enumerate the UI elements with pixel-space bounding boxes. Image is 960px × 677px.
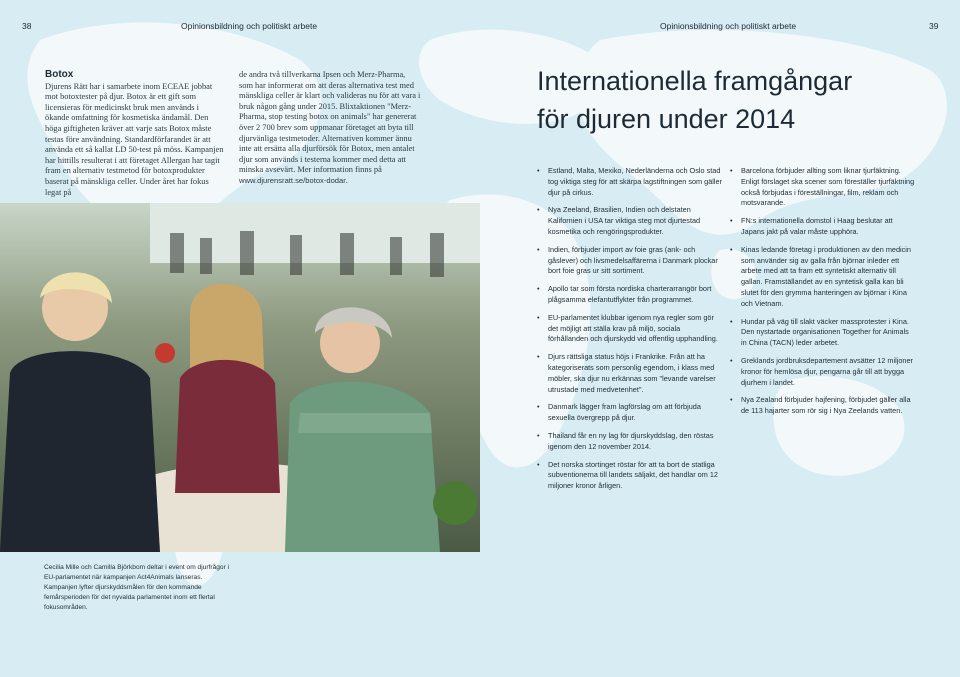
page-title-line-1: Internationella framgångar [537,66,853,96]
left-page-number: 38 [22,21,32,31]
list-item: • EU-parlamentet klubbar igenom nya regler som gör det möjligt att ställa krav på miljö, sociala förhållanden och djurskydd vid offentlig upphandling. [537,313,722,345]
botox-article-column-2 [239,70,421,187]
list-item: • Det norska stortinget röstar för att ta bort de statliga subventionerna till landets säljakt, det handlar om 12 miljoner kronor årligen. [537,460,722,492]
bullets-left-column [537,166,722,499]
botox-article-column-1 [45,70,225,198]
list-item: • Estland, Malta, Mexiko, Nederländerna och Oslo stad tog viktiga steg för att skärpa lagstiftningen som gäller djur på cirkus. [537,166,722,198]
photo-conference-icon [0,203,480,552]
page-title-line-2: för djuren under 2014 [537,104,796,134]
botox-heading: Botox [45,69,74,80]
right-running-title: Opinionsbildning och politiskt arbete [660,21,797,31]
list-item: • Danmark lägger fram lagförslag om att förbjuda sexuella övergrepp på djur. [537,402,722,424]
list-item: • FN:s internationella domstol i Haag beslutar att Japans jakt på valar måste upphöra. [730,216,915,238]
bullet-list-left [537,166,722,492]
botox-text-col2: de andra två tillverkarna Ipsen och Merz-Pharma, som har informerat om att deras alternativa test med mänskliga celler är klart och valideras nu för att vara i bruk någon gång under 2015. Blixtaktionen "Merz-Pharma, stop testing botox on animals" har genererat över 2 700 brev som uppmanar företaget att byta till djurvänliga testmetoder. Alternativen kommer ännu inte att ersätta alla djurförsök för Botox, men antalet djur som används i testerna kommer med detta att minska avsevärt. Mer information finns på [239,70,421,175]
list-item: • Apollo tar som första nordiska charterarrangör bort plågsamma elefantutflykter från programmet. [537,284,722,306]
list-item: • Hundar på väg till slakt väcker massprotester i Kina. Den nystartade organisationen Together for Animals in China (TACN) leder arbetet. [730,317,915,349]
botox-link[interactable]: www.djurensratt.se/botox-dodar [239,175,346,185]
page-title [537,62,917,138]
conference-photo [0,203,480,552]
botox-text-col1: Djurens Rätt har i samarbete inom ECEAE jobbat mot botoxtester på djur. Botox är ett gift som licensieras för medicinskt bruk men används i ökande omfattning för kosmetiska ändamål. Den höga giftigheten kräver att varje sats Botox måste testas före användning. Standardförfarandet är att använda ett så kallat LD 50-test på möss. Kampanjen har hittills resulterat i att företaget Allergan har tagit fram en alternativ testmetod för botoxprodukter baserat på mänskliga celler. Under året har fokus legat på [45,81,224,197]
list-item: • Indien, förbjuder import av foie gras (ank- och gåslever) och livsmedelsaffärerna i Danmark plockar bort foie gras ur sitt sortiment. [537,245,722,277]
photo-caption: Cecilia Mille och Camilla Björkbom deltar i event om djurfrågor i EU-parlamentet när kampanjen Act4Animals lanseras. Kampanjen lyfter djurskyddsmålen för den kommande femårsperioden för det nyvalda parlamentet inom ett flertal fokusområden. [44,564,230,611]
list-item: • Barcelona förbjuder allting som liknar tjurfäktning. Enligt förslaget ska scener som föreställer tjurfäktning också förbjudas i föreställningar, film, reklam och motsvarande. [730,166,915,209]
list-item: • Nya Zeeland, Brasilien, Indien och delstaten Kalifornien i USA tar viktiga steg mot djurtestad kosmetika och rengöringsprodukter. [537,205,722,237]
bullets-right-column [730,166,915,424]
botox-link-period: . [345,175,348,185]
list-item: • Kinas ledande företag i produktionen av den medicin som använder sig av galla från björnar inleder ett arbete med att ta fram ett syntetiskt alternativ till gallan. Framställandet av en syntetisk galla kan bli slutet för den grymma hanteringen av björnar i Kina och Vietnam. [730,245,915,310]
list-item: • Thailand får en ny lag för djurskyddslag, den röstas igenom den 12 november 2014. [537,431,722,453]
list-item: • Nya Zealand förbjuder hajfening, förbjudet gäller alla de 113 hajarter som rör sig i Nya Zeelands vatten. [730,395,915,417]
list-item: • Greklands jordbruksdepartement avsätter 12 miljoner kronor för hemlösa djur, pengarna går till att bygga djurhem i landet. [730,356,915,388]
bullet-list-right [730,166,915,417]
list-item: • Djurs rättsliga status höjs i Frankrike. Från att ha kategoriserats som personlig egendom, i klass med möbler, ska djur nu erkännas som "levande varelser utrustade med medvetenhet". [537,352,722,395]
left-running-title: Opinionsbildning och politiskt arbete [181,21,318,31]
right-page-number: 39 [929,21,939,31]
